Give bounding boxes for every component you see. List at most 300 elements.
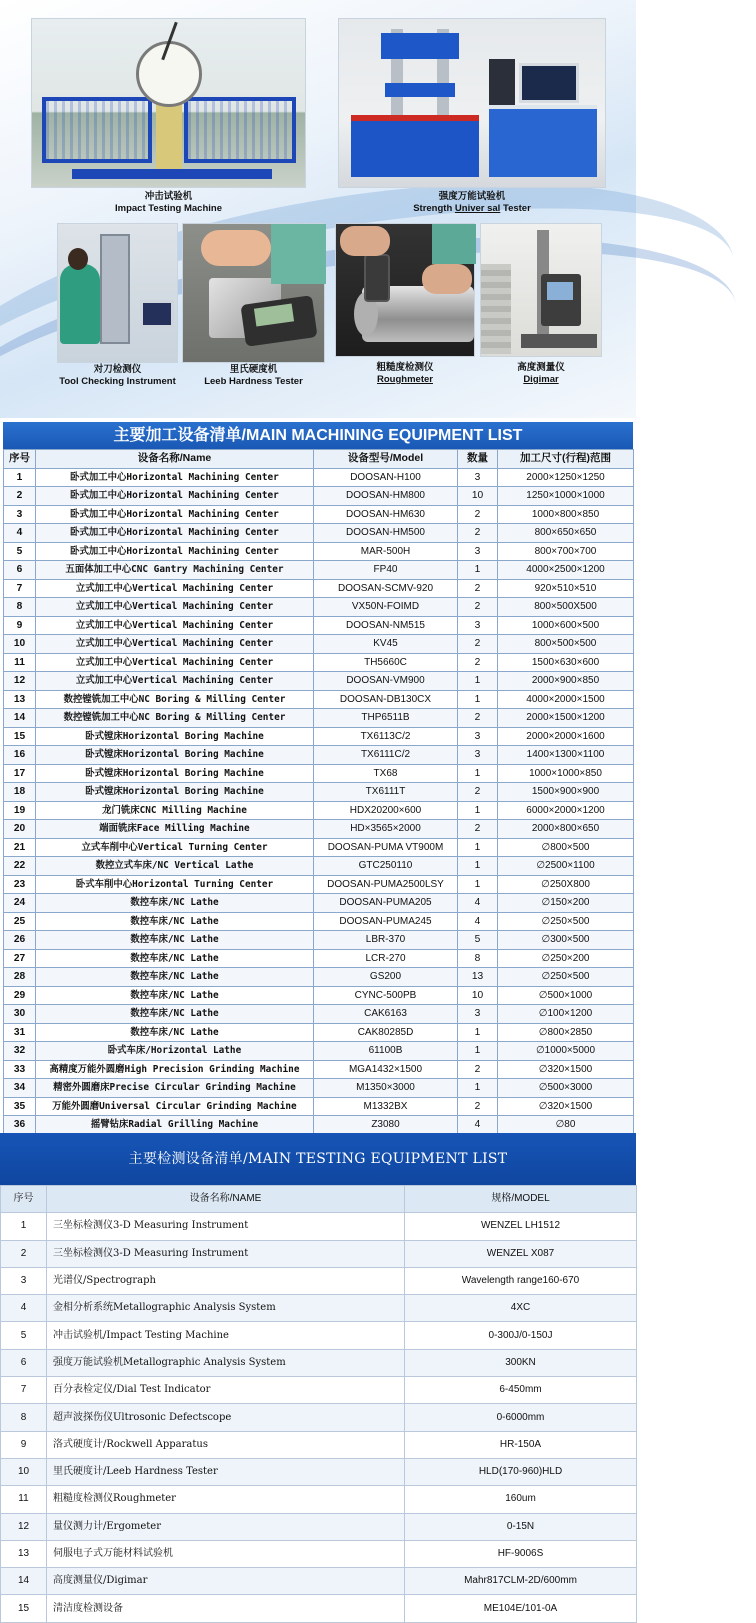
equipment-model: 61100B bbox=[314, 1042, 458, 1061]
table-row bbox=[4, 764, 634, 783]
photo-caption: 强度万能试验机 Strength Univer sal Tester bbox=[413, 191, 531, 214]
tool-checking-photo bbox=[57, 223, 178, 363]
table-row bbox=[1, 1458, 637, 1485]
equipment-model: THP6511B bbox=[314, 709, 458, 728]
equipment-model: GTC250110 bbox=[314, 857, 458, 876]
table-row bbox=[4, 690, 634, 709]
equipment-name: 卧式加工中心Horizontal Machining Center bbox=[36, 468, 314, 487]
equipment-name: 卧式镗床Horizontal Boring Machine bbox=[36, 783, 314, 802]
table-row bbox=[4, 579, 634, 598]
machining-range: ∅800×500 bbox=[498, 838, 634, 857]
equipment-model: 0-6000mm bbox=[405, 1404, 637, 1431]
table-row bbox=[4, 1005, 634, 1024]
row-number: 4 bbox=[1, 1295, 47, 1322]
machining-range: 4000×2500×1200 bbox=[498, 561, 634, 580]
machining-range: 1000×800×850 bbox=[498, 505, 634, 524]
row-number: 8 bbox=[1, 1404, 47, 1431]
row-number: 20 bbox=[4, 820, 36, 839]
equipment-name: 立式加工中心Vertical Machining Center bbox=[36, 616, 314, 635]
table-row bbox=[1, 1240, 637, 1267]
equipment-model: LCR-270 bbox=[314, 949, 458, 968]
table-row bbox=[4, 635, 634, 654]
equipment-model: KV45 bbox=[314, 635, 458, 654]
row-number: 16 bbox=[4, 746, 36, 765]
quantity: 3 bbox=[458, 468, 498, 487]
table-row bbox=[1, 1513, 637, 1540]
row-number: 23 bbox=[4, 875, 36, 894]
machining-range: ∅250×500 bbox=[498, 968, 634, 987]
table-row bbox=[4, 542, 634, 561]
equipment-model: GS200 bbox=[314, 968, 458, 987]
equipment-model: DOOSAN-PUMA205 bbox=[314, 894, 458, 913]
quantity: 4 bbox=[458, 1116, 498, 1135]
row-number: 31 bbox=[4, 1023, 36, 1042]
table-row bbox=[4, 746, 634, 765]
equipment-name: 洛式硬度计/Rockwell Apparatus bbox=[47, 1431, 405, 1458]
equipment-model: TX6111C/2 bbox=[314, 746, 458, 765]
equipment-model: WENZEL LH1512 bbox=[405, 1213, 637, 1240]
row-number: 2 bbox=[1, 1240, 47, 1267]
equipment-model: CAK80285D bbox=[314, 1023, 458, 1042]
row-number: 15 bbox=[1, 1595, 47, 1622]
table-row bbox=[4, 1060, 634, 1079]
leeb-hardness-photo bbox=[182, 223, 325, 363]
equipment-model: DOOSAN-NM515 bbox=[314, 616, 458, 635]
equipment-name: 立式加工中心Vertical Machining Center bbox=[36, 598, 314, 617]
row-number: 3 bbox=[4, 505, 36, 524]
quantity: 5 bbox=[458, 931, 498, 950]
quantity: 10 bbox=[458, 986, 498, 1005]
table-row bbox=[4, 931, 634, 950]
testing-list-title: 主要检测设备清单/MAIN TESTING EQUIPMENT LIST bbox=[0, 1133, 636, 1185]
quantity: 4 bbox=[458, 912, 498, 931]
table-row bbox=[1, 1295, 637, 1322]
table-row bbox=[4, 1097, 634, 1116]
row-number: 1 bbox=[1, 1213, 47, 1240]
equipment-name: 三坐标检测仪3-D Measuring Instrument bbox=[47, 1213, 405, 1240]
row-number: 12 bbox=[1, 1513, 47, 1540]
row-number: 6 bbox=[4, 561, 36, 580]
row-number: 21 bbox=[4, 838, 36, 857]
table-row bbox=[1, 1486, 637, 1513]
quantity: 1 bbox=[458, 1042, 498, 1061]
machining-range: 1500×900×900 bbox=[498, 783, 634, 802]
table-row bbox=[4, 468, 634, 487]
row-number: 9 bbox=[4, 616, 36, 635]
equipment-name: 摇臂钻床Radial Grilling Machine bbox=[36, 1116, 314, 1135]
table-row bbox=[4, 783, 634, 802]
machining-range: ∅300×500 bbox=[498, 931, 634, 950]
table-header-row bbox=[1, 1186, 637, 1213]
table-row bbox=[4, 505, 634, 524]
column-header: 序号 bbox=[4, 450, 36, 469]
testing-equipment-table bbox=[0, 1185, 637, 1623]
machining-range: 800×500X500 bbox=[498, 598, 634, 617]
equipment-model: DOOSAN-PUMA VT900M bbox=[314, 838, 458, 857]
row-number: 26 bbox=[4, 931, 36, 950]
table-row bbox=[4, 949, 634, 968]
quantity: 2 bbox=[458, 635, 498, 654]
quantity: 1 bbox=[458, 764, 498, 783]
equipment-model: 6-450mm bbox=[405, 1377, 637, 1404]
row-number: 28 bbox=[4, 968, 36, 987]
row-number: 22 bbox=[4, 857, 36, 876]
quantity: 2 bbox=[458, 1097, 498, 1116]
table-row bbox=[4, 820, 634, 839]
equipment-model: MAR-500H bbox=[314, 542, 458, 561]
machining-range: 4000×2000×1500 bbox=[498, 690, 634, 709]
row-number: 36 bbox=[4, 1116, 36, 1135]
row-number: 6 bbox=[1, 1349, 47, 1376]
row-number: 11 bbox=[4, 653, 36, 672]
equipment-model: Mahr817CLM-2D/600mm bbox=[405, 1568, 637, 1595]
equipment-model: TH5660C bbox=[314, 653, 458, 672]
equipment-name: 立式加工中心Vertical Machining Center bbox=[36, 653, 314, 672]
quantity: 1 bbox=[458, 672, 498, 691]
row-number: 17 bbox=[4, 764, 36, 783]
equipment-name: 五面体加工中心CNC Gantry Machining Center bbox=[36, 561, 314, 580]
row-number: 24 bbox=[4, 894, 36, 913]
row-number: 27 bbox=[4, 949, 36, 968]
equipment-model: DOOSAN-HM800 bbox=[314, 487, 458, 506]
equipment-model: LBR-370 bbox=[314, 931, 458, 950]
equipment-name: 清洁度检测设备 bbox=[47, 1595, 405, 1622]
machining-range: ∅2500×1100 bbox=[498, 857, 634, 876]
impact-testing-machine-photo bbox=[31, 18, 306, 188]
machining-range: 1000×1000×850 bbox=[498, 764, 634, 783]
equipment-model: 300KN bbox=[405, 1349, 637, 1376]
equipment-model: VX50N-FOIMD bbox=[314, 598, 458, 617]
table-row bbox=[1, 1267, 637, 1294]
equipment-model: DOOSAN-PUMA2500LSY bbox=[314, 875, 458, 894]
table-header-row bbox=[4, 450, 634, 469]
equipment-name: 卧式镗床Horizontal Boring Machine bbox=[36, 746, 314, 765]
table-row bbox=[1, 1377, 637, 1404]
equipment-name: 金相分析系统Metallographic Analysis System bbox=[47, 1295, 405, 1322]
machining-range: 1250×1000×1000 bbox=[498, 487, 634, 506]
equipment-name: 伺服电子式万能材料试验机 bbox=[47, 1540, 405, 1567]
table-row bbox=[4, 561, 634, 580]
quantity: 3 bbox=[458, 727, 498, 746]
equipment-model: 0-300J/0-150J bbox=[405, 1322, 637, 1349]
machining-range: 6000×2000×1200 bbox=[498, 801, 634, 820]
equipment-name: 卧式加工中心Horizontal Machining Center bbox=[36, 487, 314, 506]
equipment-name: 数控镗铣加工中心NC Boring & Milling Center bbox=[36, 690, 314, 709]
equipment-name: 卧式镗床Horizontal Boring Machine bbox=[36, 764, 314, 783]
equipment-model: FP40 bbox=[314, 561, 458, 580]
quantity: 3 bbox=[458, 1005, 498, 1024]
photo-caption: 冲击试验机 Impact Testing Machine bbox=[115, 191, 222, 214]
equipment-name: 卧式车削中心Horizontal Turning Center bbox=[36, 875, 314, 894]
equipment-name: 量仪测力计/Ergometer bbox=[47, 1513, 405, 1540]
equipment-name: 数控车床/NC Lathe bbox=[36, 931, 314, 950]
row-number: 14 bbox=[4, 709, 36, 728]
quantity: 2 bbox=[458, 1060, 498, 1079]
equipment-name: 数控车床/NC Lathe bbox=[36, 912, 314, 931]
equipment-name: 里氏硬度计/Leeb Hardness Tester bbox=[47, 1458, 405, 1485]
row-number: 33 bbox=[4, 1060, 36, 1079]
table-row bbox=[4, 1023, 634, 1042]
equipment-name: 数控车床/NC Lathe bbox=[36, 894, 314, 913]
photo-caption: 里氏硬度机 Leeb Hardness Tester bbox=[204, 364, 303, 387]
equipment-model: WENZEL X087 bbox=[405, 1240, 637, 1267]
equipment-name: 百分表检定仪/Dial Test Indicator bbox=[47, 1377, 405, 1404]
machining-range: 2000×1250×1250 bbox=[498, 468, 634, 487]
quantity: 1 bbox=[458, 1079, 498, 1098]
table-row bbox=[4, 875, 634, 894]
equipment-model: TX68 bbox=[314, 764, 458, 783]
quantity: 8 bbox=[458, 949, 498, 968]
table-row bbox=[1, 1568, 637, 1595]
equipment-model: DOOSAN-HM630 bbox=[314, 505, 458, 524]
equipment-name: 立式车削中心Vertical Turning Center bbox=[36, 838, 314, 857]
equipment-model: DOOSAN-PUMA245 bbox=[314, 912, 458, 931]
machining-range: ∅320×1500 bbox=[498, 1097, 634, 1116]
quantity: 3 bbox=[458, 616, 498, 635]
machining-range: 2000×900×850 bbox=[498, 672, 634, 691]
row-number: 7 bbox=[4, 579, 36, 598]
table-row bbox=[4, 801, 634, 820]
column-header: 设备名称/NAME bbox=[47, 1186, 405, 1213]
table-row bbox=[4, 524, 634, 543]
table-row bbox=[4, 709, 634, 728]
machining-range: ∅100×1200 bbox=[498, 1005, 634, 1024]
table-row bbox=[1, 1595, 637, 1622]
table-row bbox=[4, 912, 634, 931]
machining-range: ∅250×200 bbox=[498, 949, 634, 968]
equipment-model: HD×3565×2000 bbox=[314, 820, 458, 839]
equipment-model: 0-15N bbox=[405, 1513, 637, 1540]
equipment-name: 万能外圆磨Universal Circular Grinding Machine bbox=[36, 1097, 314, 1116]
equipment-name: 数控车床/NC Lathe bbox=[36, 949, 314, 968]
machining-range: 2000×2000×1600 bbox=[498, 727, 634, 746]
universal-tester-photo bbox=[338, 18, 606, 188]
row-number: 30 bbox=[4, 1005, 36, 1024]
equipment-model: CYNC-500PB bbox=[314, 986, 458, 1005]
table-row bbox=[4, 1042, 634, 1061]
equipment-name: 立式加工中心Vertical Machining Center bbox=[36, 635, 314, 654]
table-row bbox=[4, 598, 634, 617]
table-row bbox=[4, 986, 634, 1005]
machining-range: 1000×600×500 bbox=[498, 616, 634, 635]
machining-range: 800×500×500 bbox=[498, 635, 634, 654]
row-number: 10 bbox=[4, 635, 36, 654]
quantity: 1 bbox=[458, 857, 498, 876]
table-row bbox=[4, 1079, 634, 1098]
row-number: 11 bbox=[1, 1486, 47, 1513]
row-number: 7 bbox=[1, 1377, 47, 1404]
table-row bbox=[4, 727, 634, 746]
machining-range: 1400×1300×1100 bbox=[498, 746, 634, 765]
table-row bbox=[1, 1349, 637, 1376]
row-number: 29 bbox=[4, 986, 36, 1005]
equipment-name: 卧式加工中心Horizontal Machining Center bbox=[36, 542, 314, 561]
machining-range: ∅150×200 bbox=[498, 894, 634, 913]
quantity: 1 bbox=[458, 561, 498, 580]
table-row bbox=[1, 1431, 637, 1458]
machining-range: ∅800×2850 bbox=[498, 1023, 634, 1042]
row-number: 5 bbox=[1, 1322, 47, 1349]
table-row bbox=[4, 838, 634, 857]
machining-range: 2000×1500×1200 bbox=[498, 709, 634, 728]
photo-caption: 高度测量仪 Digimar bbox=[517, 362, 565, 385]
equipment-name: 数控镗铣加工中心NC Boring & Milling Center bbox=[36, 709, 314, 728]
machining-range: 1500×630×600 bbox=[498, 653, 634, 672]
quantity: 10 bbox=[458, 487, 498, 506]
equipment-name: 光谱仪/Spectrograph bbox=[47, 1267, 405, 1294]
equipment-model: HR-150A bbox=[405, 1431, 637, 1458]
row-number: 13 bbox=[4, 690, 36, 709]
quantity: 4 bbox=[458, 894, 498, 913]
table-row bbox=[1, 1322, 637, 1349]
machining-range: 920×510×510 bbox=[498, 579, 634, 598]
equipment-model: CAK6163 bbox=[314, 1005, 458, 1024]
row-number: 34 bbox=[4, 1079, 36, 1098]
equipment-model: Z3080 bbox=[314, 1116, 458, 1135]
equipment-name: 立式加工中心Vertical Machining Center bbox=[36, 579, 314, 598]
digimar-photo bbox=[480, 223, 602, 357]
equipment-name: 高度测量仪/Digimar bbox=[47, 1568, 405, 1595]
equipment-model: HDX20200×600 bbox=[314, 801, 458, 820]
quantity: 2 bbox=[458, 820, 498, 839]
equipment-name: 卧式镗床Horizontal Boring Machine bbox=[36, 727, 314, 746]
quantity: 2 bbox=[458, 598, 498, 617]
equipment-model: M1332BX bbox=[314, 1097, 458, 1116]
equipment-model: 4XC bbox=[405, 1295, 637, 1322]
machining-range: ∅250X800 bbox=[498, 875, 634, 894]
equipment-model: HF-9006S bbox=[405, 1540, 637, 1567]
equipment-name: 数控车床/NC Lathe bbox=[36, 986, 314, 1005]
machining-range: ∅80 bbox=[498, 1116, 634, 1135]
equipment-name: 强度万能试验机Metallographic Analysis System bbox=[47, 1349, 405, 1376]
row-number: 5 bbox=[4, 542, 36, 561]
column-header: 序号 bbox=[1, 1186, 47, 1213]
table-row bbox=[4, 894, 634, 913]
table-row bbox=[1, 1213, 637, 1240]
row-number: 12 bbox=[4, 672, 36, 691]
equipment-model: DOOSAN-H100 bbox=[314, 468, 458, 487]
quantity: 2 bbox=[458, 524, 498, 543]
equipment-photo-banner bbox=[0, 0, 636, 418]
equipment-model: ME104E/101-0A bbox=[405, 1595, 637, 1622]
quantity: 13 bbox=[458, 968, 498, 987]
photo-caption: 对刀检测仪 Tool Checking Instrument bbox=[59, 364, 176, 387]
row-number: 13 bbox=[1, 1540, 47, 1567]
table-row bbox=[1, 1404, 637, 1431]
row-number: 10 bbox=[1, 1458, 47, 1485]
column-header: 加工尺寸(行程)范围 bbox=[498, 450, 634, 469]
equipment-model: 160um bbox=[405, 1486, 637, 1513]
machining-range: 800×650×650 bbox=[498, 524, 634, 543]
row-number: 25 bbox=[4, 912, 36, 931]
row-number: 1 bbox=[4, 468, 36, 487]
column-header: 设备名称/Name bbox=[36, 450, 314, 469]
equipment-name: 龙门铣床CNC Milling Machine bbox=[36, 801, 314, 820]
quantity: 2 bbox=[458, 709, 498, 728]
row-number: 18 bbox=[4, 783, 36, 802]
equipment-name: 粗糙度检测仪Roughmeter bbox=[47, 1486, 405, 1513]
equipment-name: 数控立式车床/NC Vertical Lathe bbox=[36, 857, 314, 876]
equipment-model: M1350×3000 bbox=[314, 1079, 458, 1098]
machining-range: 2000×800×650 bbox=[498, 820, 634, 839]
equipment-name: 高精度万能外圆磨High Precision Grinding Machine bbox=[36, 1060, 314, 1079]
photo-caption: 粗糙度检测仪 Roughmeter bbox=[376, 362, 434, 385]
table-row bbox=[4, 487, 634, 506]
equipment-name: 卧式加工中心Horizontal Machining Center bbox=[36, 524, 314, 543]
equipment-name: 冲击试验机/Impact Testing Machine bbox=[47, 1322, 405, 1349]
machining-range: 800×700×700 bbox=[498, 542, 634, 561]
table-row bbox=[4, 968, 634, 987]
roughmeter-photo bbox=[335, 223, 475, 357]
equipment-model: HLD(170-960)HLD bbox=[405, 1458, 637, 1485]
quantity: 2 bbox=[458, 783, 498, 802]
row-number: 2 bbox=[4, 487, 36, 506]
machining-range: ∅1000×5000 bbox=[498, 1042, 634, 1061]
quantity: 1 bbox=[458, 838, 498, 857]
table-row bbox=[4, 616, 634, 635]
machining-range: ∅250×500 bbox=[498, 912, 634, 931]
equipment-model: TX6111T bbox=[314, 783, 458, 802]
equipment-name: 数控车床/NC Lathe bbox=[36, 1023, 314, 1042]
quantity: 1 bbox=[458, 875, 498, 894]
row-number: 35 bbox=[4, 1097, 36, 1116]
equipment-model: DOOSAN-VM900 bbox=[314, 672, 458, 691]
quantity: 3 bbox=[458, 542, 498, 561]
table-row bbox=[4, 653, 634, 672]
equipment-model: DOOSAN-DB130CX bbox=[314, 690, 458, 709]
row-number: 8 bbox=[4, 598, 36, 617]
row-number: 32 bbox=[4, 1042, 36, 1061]
quantity: 1 bbox=[458, 801, 498, 820]
quantity: 2 bbox=[458, 579, 498, 598]
table-row bbox=[4, 672, 634, 691]
row-number: 3 bbox=[1, 1267, 47, 1294]
quantity: 1 bbox=[458, 690, 498, 709]
equipment-model: Wavelength range160-670 bbox=[405, 1267, 637, 1294]
equipment-name: 数控车床/NC Lathe bbox=[36, 1005, 314, 1024]
row-number: 14 bbox=[1, 1568, 47, 1595]
quantity: 1 bbox=[458, 1023, 498, 1042]
equipment-name: 立式加工中心Vertical Machining Center bbox=[36, 672, 314, 691]
table-row bbox=[4, 857, 634, 876]
machining-range: ∅320×1500 bbox=[498, 1060, 634, 1079]
row-number: 19 bbox=[4, 801, 36, 820]
equipment-name: 数控车床/NC Lathe bbox=[36, 968, 314, 987]
quantity: 2 bbox=[458, 653, 498, 672]
equipment-model: DOOSAN-HM500 bbox=[314, 524, 458, 543]
row-number: 4 bbox=[4, 524, 36, 543]
quantity: 2 bbox=[458, 505, 498, 524]
equipment-model: MGA1432×1500 bbox=[314, 1060, 458, 1079]
column-header: 数量 bbox=[458, 450, 498, 469]
machining-equipment-table bbox=[3, 449, 634, 1135]
row-number: 9 bbox=[1, 1431, 47, 1458]
row-number: 15 bbox=[4, 727, 36, 746]
equipment-name: 卧式加工中心Horizontal Machining Center bbox=[36, 505, 314, 524]
column-header: 规格/MODEL bbox=[405, 1186, 637, 1213]
equipment-name: 卧式车床/Horizontal Lathe bbox=[36, 1042, 314, 1061]
machining-range: ∅500×1000 bbox=[498, 986, 634, 1005]
equipment-model: DOOSAN-SCMV-920 bbox=[314, 579, 458, 598]
equipment-model: TX6113C/2 bbox=[314, 727, 458, 746]
equipment-name: 精密外圆磨床Precise Circular Grinding Machine bbox=[36, 1079, 314, 1098]
table-row bbox=[1, 1540, 637, 1567]
machining-range: ∅500×3000 bbox=[498, 1079, 634, 1098]
quantity: 3 bbox=[458, 746, 498, 765]
equipment-name: 端面铣床Face Milling Machine bbox=[36, 820, 314, 839]
equipment-name: 三坐标检测仪3-D Measuring Instrument bbox=[47, 1240, 405, 1267]
machining-list-title: 主要加工设备清单/MAIN MACHINING EQUIPMENT LIST bbox=[3, 422, 633, 449]
